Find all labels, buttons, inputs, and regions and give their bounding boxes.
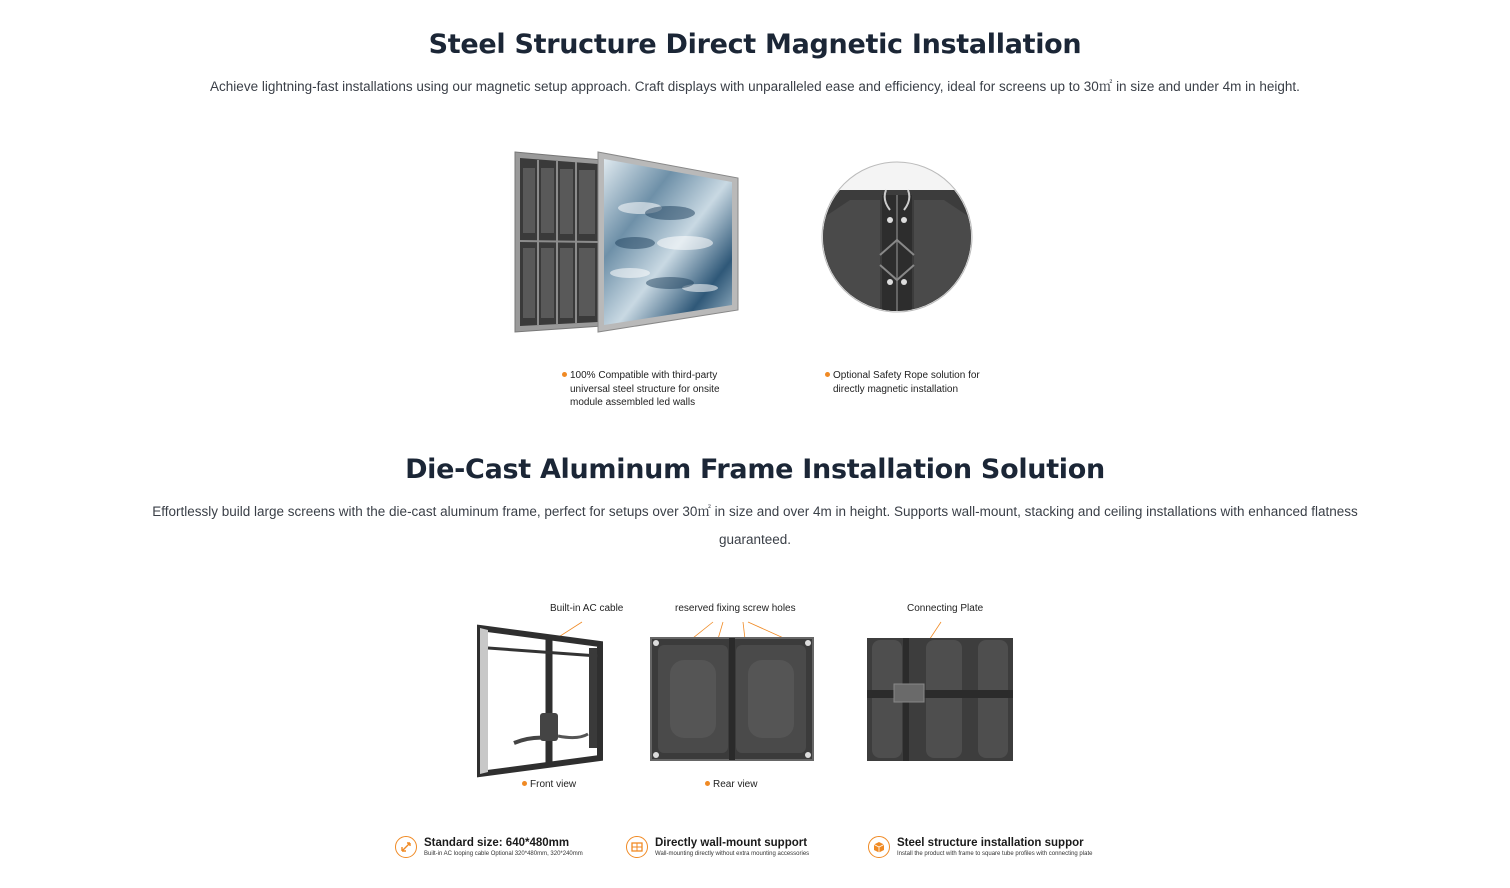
bullet-dot (825, 372, 830, 377)
grid-panel-icon (626, 836, 648, 858)
resize-icon (395, 836, 417, 858)
section-title-die-cast: Die-Cast Aluminum Frame Installation Solution (405, 454, 1105, 485)
feature-wall-mount: Directly wall-mount support Wall-mounting directly without extra mounting accessories (626, 836, 809, 858)
feature-steel-structure: Steel structure installation suppor Install the product with frame to square tube profiles with connecting plate (868, 836, 1092, 858)
connecting-plate-image (866, 620, 1014, 762)
label-rear-view: Rear view (705, 779, 757, 790)
feature-standard-size: Standard size: 640*480mm Built-in AC looping cable Optional 320*480mm, 320*240mm (395, 836, 583, 858)
cube-icon (868, 836, 890, 858)
section-description-magnetic: Achieve lightning-fast installations using our magnetic setup approach. Craft displays with unparalleled ease and efficiency, ideal for screens up to 30㎡ in size and under 4m in height. (210, 79, 1300, 94)
callout-connecting-plate: Connecting Plate (907, 603, 984, 614)
bullet-dot (705, 781, 710, 786)
safety-rope-detail-image (820, 160, 974, 314)
section-title-magnetic: Steel Structure Direct Magnetic Installation (428, 29, 1082, 60)
front-view-image (474, 618, 604, 778)
bullet-dot (562, 372, 567, 377)
label-front-view: Front view (522, 779, 576, 790)
steel-structure-module-image (510, 148, 745, 338)
bullet-dot (522, 781, 527, 786)
callout-screw-holes: reserved fixing screw holes (675, 603, 796, 614)
section-description-die-cast: Effortlessly build large screens with the die-cast aluminum frame, perfect for setups over 30㎡ in size and over 4m in height. Supports wall-mount, stacking and ceiling installations with enhanced flatness guaranteed. (152, 504, 1358, 547)
rear-view-image (648, 620, 816, 765)
caption-steel-compatible: 100% Compatible with third-party universal steel structure for onsite module assembled led walls (562, 369, 720, 410)
caption-safety-rope: Optional Safety Rope solution for directly magnetic installation (825, 369, 980, 396)
callout-ac-cable: Built-in AC cable (550, 603, 624, 614)
